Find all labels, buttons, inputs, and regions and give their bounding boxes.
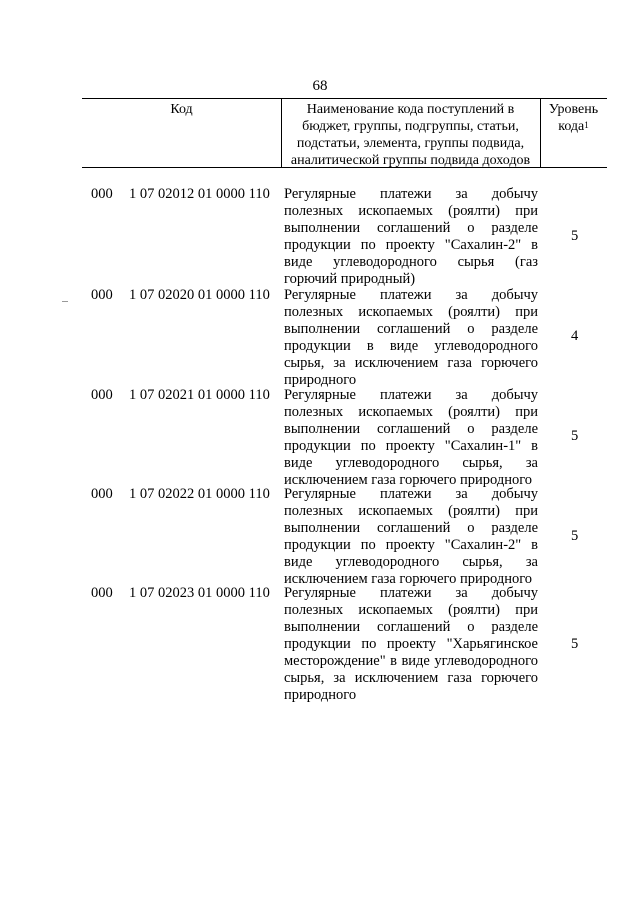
header-level-label: Уровень кода$^1$ [548,102,599,134]
header-level-footnote: 1 [584,120,589,130]
header-code-column [82,99,282,167]
row-level: 4 [571,328,579,344]
row-admin-code: 000 [91,585,113,601]
row-income-code: 1 07 02020 01 0000 110 [129,287,270,303]
row-level: 5 [571,528,579,544]
row-description: Регулярные платежи за добычу полезных ископаемых (роялти) при выполнении соглашений о разделе продукции по проекту "Сахалин-2" в виде углеводородного сырья (газ горючий природный) [284,186,538,287]
row-income-code: 1 07 02012 01 0000 110 [129,186,270,202]
page-number: 68 [312,78,328,94]
header-level-column [540,99,607,167]
row-income-code: 1 07 02021 01 0000 110 [129,387,270,403]
header-code-label: Код [170,102,193,117]
row-description: Регулярные платежи за добычу полезных ископаемых (роялти) при выполнении соглашений о разделе продукции по проекту "Сахалин-2" в виде углеводородного сырья, за исключением газа горючего природного [284,486,538,587]
row-level: 5 [571,636,579,652]
row-admin-code: 000 [91,287,113,303]
row-description: Регулярные платежи за добычу полезных ископаемых (роялти) при выполнении соглашений о разделе продукции по проекту "Харьягинское месторождение" в виде углеводородного сырья, за исключением газа горючего природного [284,585,538,703]
row-income-code: 1 07 02022 01 0000 110 [129,486,270,502]
margin-mark [62,301,68,302]
row-description: Регулярные платежи за добычу полезных ископаемых (роялти) при выполнении соглашений о разделе продукции в виде углеводородного сырья, за исключением газа горючего природного [284,287,538,388]
header-level-suffix: а [578,119,585,134]
row-description: Регулярные платежи за добычу полезных ископаемых (роялти) при выполнении соглашений о разделе продукции по проекту "Сахалин-1" в виде углеводородного сырья, за исключением газа горючего природного [284,387,538,488]
row-admin-code: 000 [91,486,113,502]
header-name-column [281,99,541,167]
row-level: 5 [571,228,579,244]
row-admin-code: 000 [91,387,113,403]
row-level: 5 [571,428,579,444]
row-income-code: 1 07 02023 01 0000 110 [129,585,270,601]
header-name-label: Наименование кода поступлений в бюджет, группы, подгруппы, статьи, подстатьи, элемента, группы подвида, аналитической группы подвида доходов [290,102,531,168]
row-admin-code: 000 [91,186,113,202]
table-header [82,98,607,168]
